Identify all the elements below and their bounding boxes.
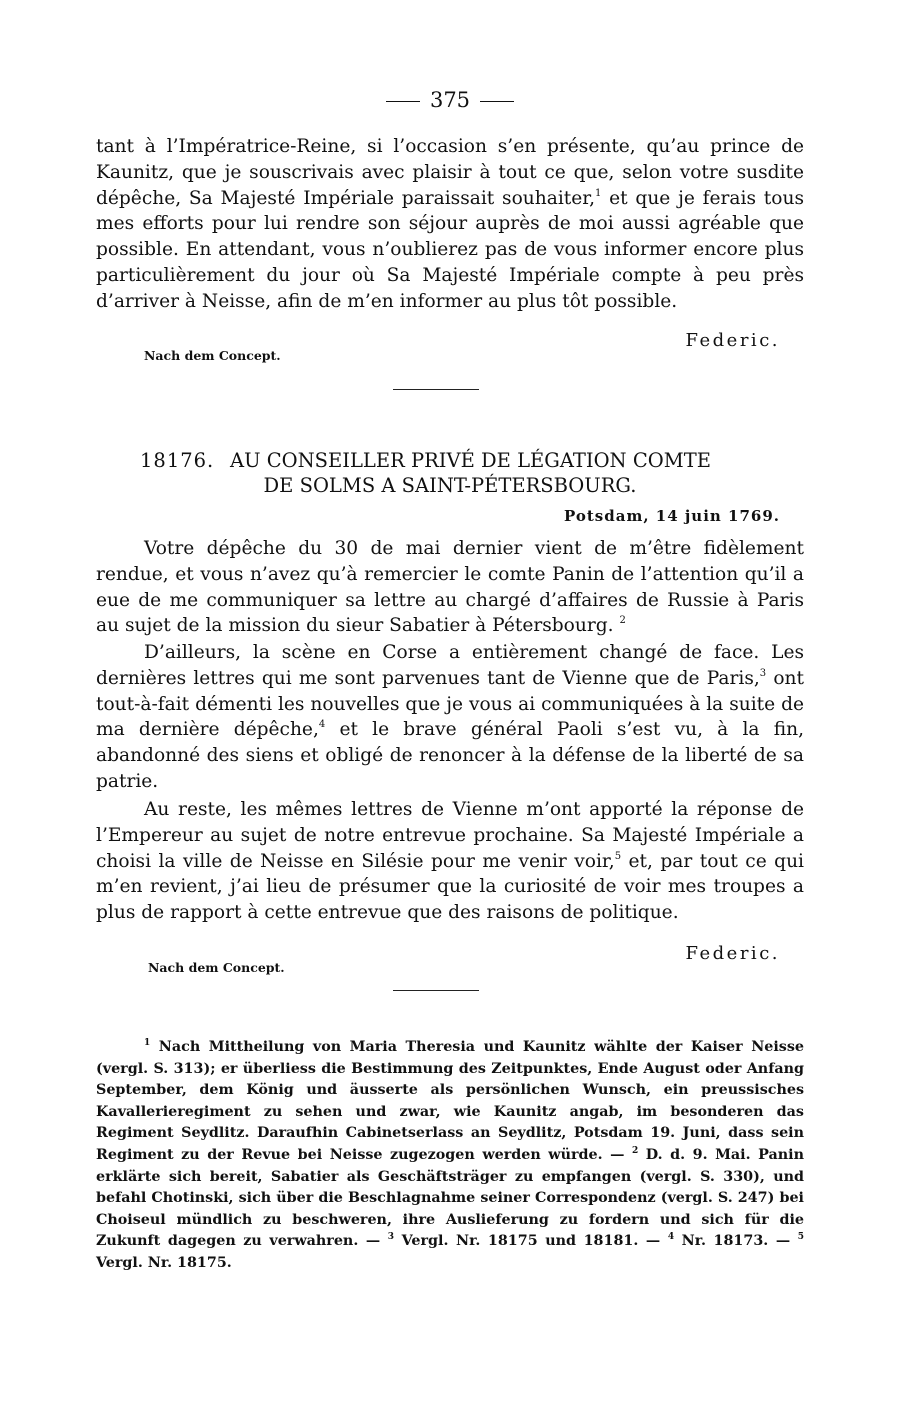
divider-rule-2 <box>393 990 479 991</box>
footnote-ref-3: 3 <box>759 667 767 679</box>
letter1-source: Nach dem Concept. <box>144 348 281 363</box>
footnote-mark-1: 1 <box>144 1038 151 1048</box>
letter2-paragraph-1 <box>96 536 804 639</box>
footnote-ref-4: 4 <box>318 719 326 731</box>
footnote-4: Nr. 18173. — <box>674 1233 791 1250</box>
footnote-mark-5: 5 <box>797 1232 804 1243</box>
footnote-ref-2: 2 <box>619 615 626 627</box>
footnote-mark-2: 2 <box>631 1145 639 1156</box>
letter1-text-b: et que je ferais tous mes efforts pour lui rendre son séjour auprès de moi aussi agréable que possible. En attendant, vous n’oublierez pas de vous informer encore plus particulièrement du jour où Sa Majesté Impériale compte à peu près d’arriver à Neisse, afin de m’en informer au plus tôt possible. <box>96 187 804 312</box>
page-number <box>96 88 804 112</box>
footnote-3: Vergl. Nr. 18175 und 18181. — <box>394 1233 661 1250</box>
letter1-signature: Federic. <box>685 330 780 351</box>
footnote-1: Nach Mittheilung von Maria Theresia und Kaunitz wählte der Kaiser Neisse (vergl. S. 313); er überliess die Bestimmung des Zeitpunktes, Ende August oder Anfang September, dem König und äusserte als persönlichen Wunsch, ein preussisches Kavallerieregiment zu sehen und zwar, wie Kaunitz angab, im besonderen das Regiment Seydlitz. Daraufhin Cabinetserlass an Seydlitz, Potsdam 19. Juni, dass sein Regiment zu der Revue bei Neisse zugezogen werden würde. — <box>96 1039 804 1163</box>
footnotes <box>96 1037 804 1275</box>
letter2-number: 18176. <box>140 449 215 472</box>
letter2-title-line2: DE SOLMS A SAINT-PÉTERSBOURG. <box>263 474 637 497</box>
letter2-title-line1: AU CONSEILLER PRIVÉ DE LÉGATION COMTE <box>230 449 711 472</box>
footnote-mark-4: 4 <box>667 1232 675 1243</box>
page-number-dash-left <box>386 101 420 102</box>
footnote-ref-1: 1 <box>595 187 602 199</box>
footnote-mark-3: 3 <box>387 1232 395 1243</box>
letter2-p1-text: Votre dépêche du 30 de mai dernier vient de m’être fidèlement rendue, et vous n’avez qu’à remercier le comte Panin de l’attention qu’il a eue de me communiquer sa lettre au chargé d’affaires de Russie à Paris au sujet de la mission du sieur Sabatier à Pétersbourg. <box>96 538 804 637</box>
letter2-paragraph-2 <box>96 640 804 795</box>
footnote-2: D. d. 9. Mai. Panin erklärte sich bereit, Sabatier als Geschäftsträger zu empfangen (vergl. S. 330), und befahl Chotinski, sich über die Beschlagnahme seiner Correspondenz (vergl. S. 247) bei Choiseul mündlich zu beschweren, ihre Auslieferung zu fordern und sich für die Zukunft dagegen zu verwahren. — <box>96 1146 804 1250</box>
letter2-p2-text-a: D’ailleurs, la scène en Corse a entièrement changé de face. Les dernières lettres qui me sont parvenues tant de Vienne que de Paris, <box>96 642 804 689</box>
letter2-p3-text-b: et, par tout ce qui m’en revient, j’ai lieu de présumer que la curiosité de voir mes troupes a plus de rapport à cette entrevue que des raisons de politique. <box>96 850 805 924</box>
letter2-signature: Federic. <box>685 943 780 964</box>
divider-rule <box>393 389 479 390</box>
letter1-paragraph <box>96 134 804 315</box>
page-number-text: 375 <box>429 88 471 112</box>
letter2-paragraph-3 <box>96 797 804 926</box>
letter2-p2-text-b: ont tout-à-fait démenti les nouvelles que je vous ai communiquées à la suite de ma dernière dépêche, <box>96 667 804 741</box>
footnote-5: Vergl. Nr. 18175. <box>96 1254 232 1271</box>
footnote-ref-5: 5 <box>614 850 622 862</box>
letter2-source: Nach dem Concept. <box>148 960 285 975</box>
letter1-text-a: tant à l’Impératrice-Reine, si l’occasion s’en présente, qu’au prince de Kaunitz, que je souscrivais avec plaisir à tout ce que, selon votre susdite dépêche, Sa Majesté Impériale paraissait souhaiter, <box>96 136 804 209</box>
letter2-p2-text-c: et le brave général Paoli s’est vu, à la fin, abandonné des siens et obligé de renoncer à la défense de la liberté de sa patrie. <box>96 719 804 792</box>
page-number-dash-right <box>480 101 514 102</box>
letter2-p3-text-a: Au reste, les mêmes lettres de Vienne m’ont apporté la réponse de l’Empereur au sujet de notre entrevue prochaine. Sa Majesté Impériale a choisi la ville de Neisse en Silésie pour me venir voir, <box>96 799 804 872</box>
letter2-dateline: Potsdam, 14 juin 1769. <box>563 507 780 525</box>
